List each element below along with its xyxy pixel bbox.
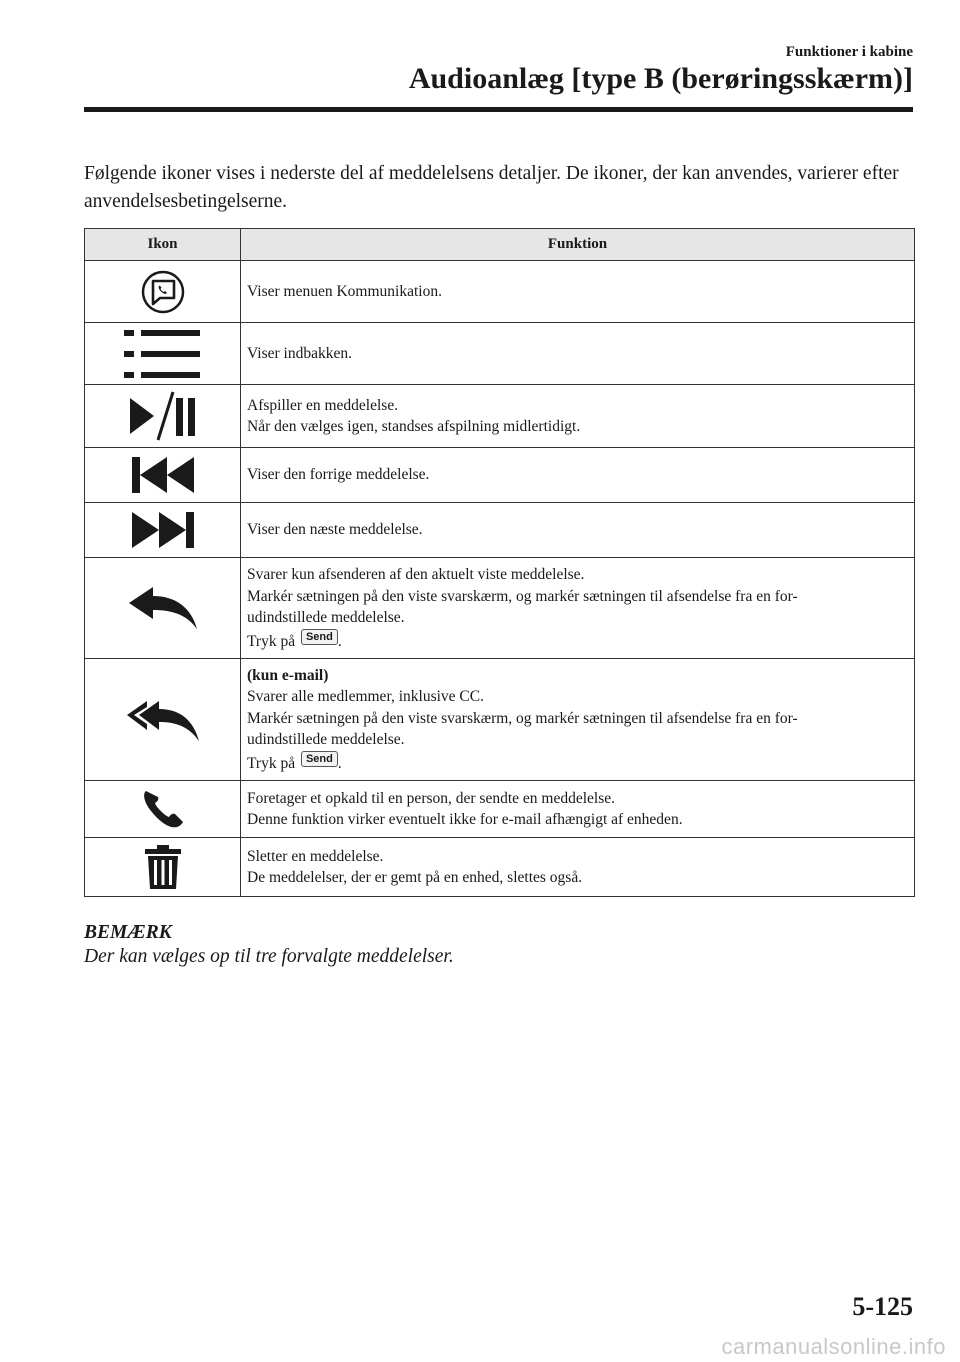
row-description: udindstillede meddelelse. [247, 609, 405, 626]
note-title: BEMÆRK [84, 922, 172, 943]
section-title: Funktioner i kabine [785, 44, 913, 60]
next-icon [130, 510, 196, 550]
inbox-list-icon [124, 328, 202, 380]
row-description: Markér sætningen på den viste svarskærm, og markér sætningen til afsendelse fra en for- [247, 587, 798, 605]
row-description: Denne funktion virker eventuelt ikke for e-mail afhængigt af enheden. [247, 811, 683, 828]
row-heading: (kun e-mail) [247, 666, 329, 684]
send-button: Send [301, 629, 338, 645]
row-description: Svarer kun afsenderen af den aktuelt viste meddelelse. [247, 566, 585, 583]
page-number: 5-125 [852, 1292, 913, 1321]
table-row [85, 261, 915, 323]
send-button: Send [301, 751, 338, 767]
row-description: Sletter en meddelelse. [247, 847, 384, 865]
row-description: udindstillede meddelelse. [247, 731, 405, 749]
press-text: Tryk på [247, 632, 296, 650]
table-row [85, 838, 915, 897]
communication-icon [141, 270, 185, 314]
table-row [85, 781, 915, 838]
row-description: Når den vælges igen, standses afspilning midlertidigt. [247, 418, 581, 435]
header-divider [84, 107, 913, 112]
press-instruction: Tryk på Send . [247, 630, 342, 650]
table-row [85, 659, 915, 781]
row-description: Markér sætningen på den viste svarskærm, og markér sætningen til afsendelse fra en for- [247, 709, 798, 727]
row-description: Viser indbakken. [247, 344, 352, 362]
trash-icon [143, 844, 183, 890]
table-row [85, 323, 915, 385]
row-description: Viser den næste meddelelse. [247, 521, 423, 539]
row-description: Foretager et opkald til en person, der sendte en meddelelse. [247, 789, 615, 807]
row-description: De meddelelser, der er gemt på en enhed, slettes også. [247, 869, 583, 886]
table-header-row [85, 229, 915, 261]
watermark: carmanualsonline.info [721, 1334, 946, 1359]
row-description: Afspiller en meddelelse. [247, 396, 399, 414]
table-row [85, 503, 915, 558]
table-row [85, 448, 915, 503]
phone-icon [141, 787, 185, 831]
reply-icon [127, 585, 199, 631]
row-description: Viser den forrige meddelelse. [247, 466, 430, 484]
press-text: Tryk på [247, 754, 296, 772]
page-title: Audioanlæg [type B (berøringsskærm)] [408, 62, 913, 95]
table-row [85, 385, 915, 448]
note-text: Der kan vælges op til tre forvalgte meddelelser. [84, 946, 454, 967]
press-instruction: Tryk på Send . [247, 752, 342, 772]
row-description: Svarer alle medlemmer, inklusive CC. [247, 688, 484, 706]
reply-all-icon [125, 697, 201, 743]
table-row [85, 558, 915, 659]
column-header-icon: Ikon [85, 229, 241, 261]
icon-function-table [84, 228, 915, 897]
previous-icon [130, 455, 196, 495]
column-header-function: Funktion [241, 229, 915, 261]
row-description: Viser menuen Kommunikation. [247, 282, 442, 300]
intro-paragraph: Følgende ikoner vises i nederste del af meddelelsens detaljer. De ikoner, der kan anvendes, varierer efter anvendelsesbetingelserne. [84, 163, 899, 212]
play-pause-icon [128, 390, 198, 442]
